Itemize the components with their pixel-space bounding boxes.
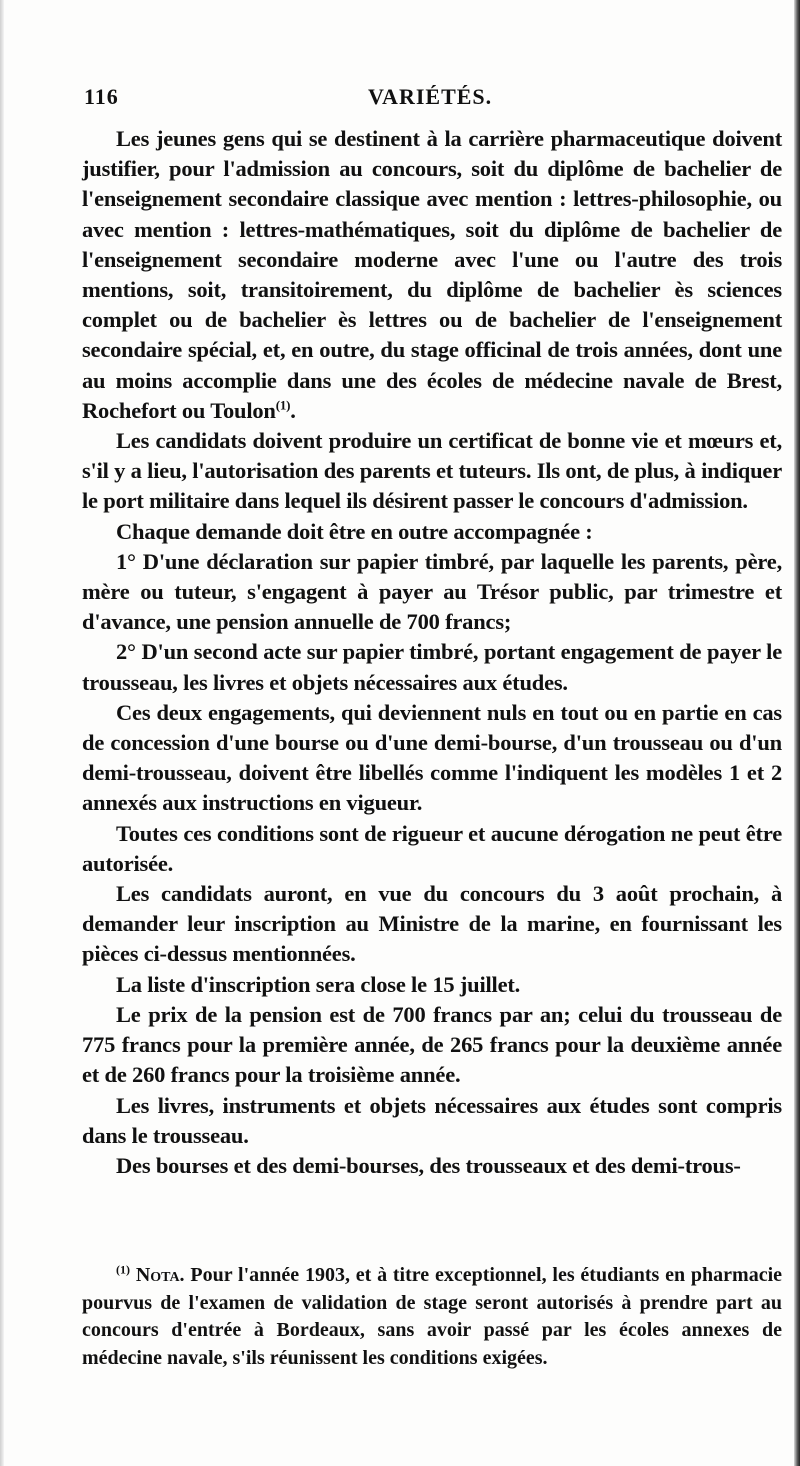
paragraph-text: Les jeunes gens qui se destinent à la carrière pharmaceutique doivent justifier, pour l'admission au concours, soit du diplôme de bachelier de l'enseignement secondaire classique avec mention : lettres-philosophie, ou avec mention : lettres-mathématiques, soit du diplôme de bachelier de l'enseignement secondaire moderne avec l'une ou l'autre des trois mentions, soit, transitoirement, du diplôme de bachelier ès sciences complet ou de bachelier ès lettres ou de bachelier de l'enseignement secondaire spécial, et, en outre, du stage officinal de trois années, dont une au moins accomplie dans une des écoles de médecine navale de Brest, Rochefort ou Toulon bbox=[82, 126, 782, 423]
page-body bbox=[82, 124, 782, 1181]
paragraph-bourses: Des bourses et des demi-bourses, des trousseaux et des demi-trous- bbox=[116, 1152, 741, 1178]
footnote bbox=[82, 1262, 782, 1372]
footnote-reference[interactable]: (1) bbox=[275, 397, 291, 413]
running-title: VARIÉTÉS. bbox=[368, 84, 493, 109]
paragraph-item-1: 1° D'une déclaration sur papier timbré, par laquelle les parents, père, mère ou tuteur, s'engagent à payer au Trésor public, par trimestre et d'avance, une pension annuelle de 700 francs; bbox=[82, 548, 782, 635]
page-number: 116 bbox=[84, 84, 119, 109]
footnote-text: Pour l'année 1903, et à titre exceptionnel, les étudiants en pharmacie pourvus de l'examen de validation de stage seront autorisés à prendre part au concours d'entrée à Bordeaux, sans avoir passé par les écoles annexes de médecine navale, s'ils réunissent les conditions exigées. bbox=[82, 1264, 783, 1369]
paragraph-certificate: Les candidats doivent produire un certificat de bonne vie et mœurs et, s'il y a lieu, l'autorisation des parents et tuteurs. Ils ont, de plus, à indiquer le port militaire dans lequel ils désirent passer le concours d'admission. bbox=[82, 428, 782, 514]
paragraph-registration: Les candidats auront, en vue du concours du 3 août prochain, à demander leur inscription au Ministre de la marine, en fournissant les pièces ci-dessus mentionnées. bbox=[82, 881, 782, 967]
page-right-edge bbox=[794, 0, 800, 1466]
footnote-label: Nota. bbox=[135, 1264, 185, 1286]
paragraph-tail: . bbox=[290, 397, 296, 423]
paragraph-prices: Le prix de la pension est de 700 francs par an; celui du trousseau de 775 francs pour la première année, de 265 francs pour la deuxième année et de 260 francs pour la troisième année. bbox=[82, 1001, 782, 1088]
paragraph-item-2: 2° D'un second acte sur papier timbré, portant engagement de payer le trousseau, les livres et objets nécessaires aux études. bbox=[82, 639, 782, 695]
paragraph-request-intro: Chaque demande doit être en outre accompagnée : bbox=[116, 518, 593, 544]
paragraph-trousseau: Les livres, instruments et objets nécessaires aux études sont compris dans le trousseau. bbox=[82, 1092, 782, 1148]
page-left-edge bbox=[0, 0, 4, 1466]
paragraph-deadline: La liste d'inscription sera close le 15 juillet. bbox=[116, 971, 521, 997]
footnote-marker: (1) bbox=[116, 1262, 130, 1277]
paragraph-conditions: Toutes ces conditions sont de rigueur et aucune dérogation ne peut être autorisée. bbox=[82, 820, 782, 876]
paragraph-admission-requirements bbox=[82, 124, 782, 426]
paragraph-engagements: Ces deux engagements, qui deviennent nuls en tout ou en partie en cas de concession d'une bourse ou d'une demi-bourse, d'un trousseau ou d'un demi-trousseau, doivent être libellés comme l'indiquent les modèles 1 et 2 annexés aux instructions en vigueur. bbox=[82, 699, 782, 816]
page-header bbox=[80, 84, 780, 114]
